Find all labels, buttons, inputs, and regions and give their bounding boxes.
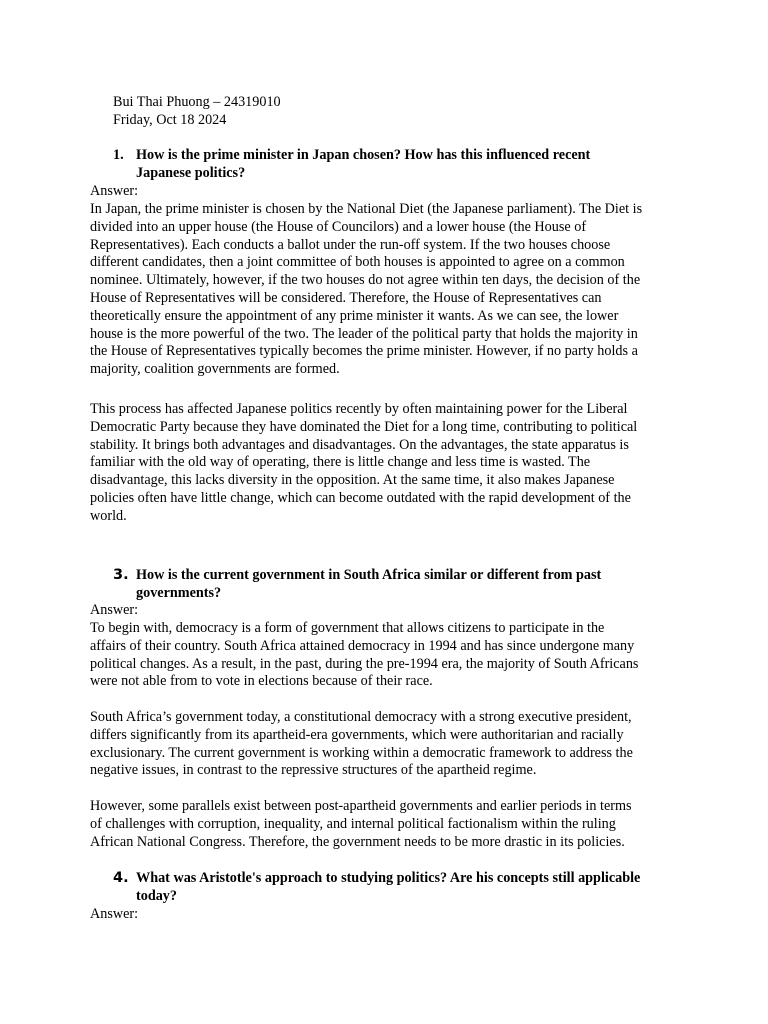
paragraph-line: South Africa’s government today, a constitutional democracy with a strong executive president,	[90, 709, 632, 725]
answer-label: Answer:	[90, 602, 139, 618]
question-text-line: today?	[136, 887, 177, 904]
question-text-line: How is the prime minister in Japan chosen? How has this influenced recent	[136, 147, 591, 163]
paragraph-line: world.	[90, 507, 127, 524]
paragraph-line: divided into an upper house (the House of Councilors) and a lower house (the House of	[90, 218, 587, 235]
paragraph-line: majority, coalition governments are formed.	[90, 361, 340, 378]
question-text-line: governments?	[136, 584, 222, 601]
answer-paragraph	[90, 798, 680, 851]
paragraph-line: Representatives). Each conducts a ballot under the run-off system. If the two houses choose	[90, 236, 611, 253]
answer-paragraph	[90, 620, 680, 691]
question-text-line: How is the current government in South Africa similar or different from past	[136, 567, 602, 583]
paragraph-line: the House of Representatives typically becomes the prime minister. However, if no party holds a	[90, 343, 638, 360]
paragraph-line: disadvantage, this lacks diversity in the opposition. At the same time, it also makes Japanese	[90, 472, 615, 489]
paragraph-line: In Japan, the prime minister is chosen by the National Diet (the Japanese parliament). The Diet is	[90, 201, 643, 217]
paragraph-line: were not able from to vote in elections because of their race.	[90, 673, 433, 690]
answer-label: Answer:	[90, 906, 139, 922]
answer-label: Answer:	[90, 183, 139, 199]
paragraph-line: This process has affected Japanese politics recently by often maintaining power for the Liberal	[90, 401, 628, 417]
paragraph-line: To begin with, democracy is a form of government that allows citizens to participate in the	[90, 620, 605, 636]
paragraph-line: African National Congress. Therefore, the government needs to be more drastic in its policies.	[90, 833, 625, 850]
date-line: Friday, Oct 18 2024	[113, 111, 227, 128]
paragraph-line: policies often have little change, which can become outdated with the rapid development of the	[90, 489, 631, 506]
paragraph-line: However, some parallels exist between post-apartheid governments and earlier periods in terms	[90, 798, 632, 814]
answer-paragraph	[90, 201, 680, 379]
paragraph-line: affairs of their country. South Africa attained democracy in 1994 and has since undergone many	[90, 637, 635, 654]
question-1	[113, 147, 673, 183]
document-header	[113, 94, 281, 130]
paragraph-line: house is the more powerful of the two. The leader of the political party that holds the majority in	[90, 325, 638, 342]
paragraph-line: familiar with the old way of operating, there is little change and less time is wasted. The	[90, 454, 591, 471]
answer-paragraph	[90, 709, 680, 780]
question-4	[113, 870, 673, 906]
paragraph-line: stability. It brings both advantages and disadvantages. On the advantages, the state apparatus is	[90, 436, 629, 453]
question-number: 4.	[113, 870, 129, 886]
question-text-line: What was Aristotle's approach to studying politics? Are his concepts still applicable	[136, 870, 641, 886]
paragraph-line: theoretically ensure the appointment of any prime minister it wants. As we can see, the lower	[90, 307, 619, 324]
paragraph-line: differs significantly from its apartheid-era governments, which were authoritarian and racially	[90, 726, 624, 743]
paragraph-line: nominee. Ultimately, however, if the two houses do not agree within ten days, the decision of the	[90, 272, 641, 289]
paragraph-line: exclusionary. The current government is working within a democratic framework to address the	[90, 744, 633, 761]
paragraph-line: of challenges with corruption, inequality, and internal political factionalism within the ruling	[90, 815, 616, 832]
paragraph-line: House of Representatives will be considered. Therefore, the House of Representatives can	[90, 289, 602, 306]
question-number: 3.	[113, 567, 129, 583]
question-number: 1.	[113, 147, 124, 163]
question-3	[113, 567, 673, 603]
paragraph-line: different candidates, then a joint committee of both houses is appointed to agree on a common	[90, 254, 625, 271]
paragraph-line: negative issues, in contrast to the repressive structures of the apartheid regime.	[90, 762, 537, 779]
question-text-line: Japanese politics?	[136, 164, 246, 181]
paragraph-line: political changes. As a result, in the past, during the pre-1994 era, the majority of South Africans	[90, 655, 639, 672]
paragraph-line: Democratic Party because they have dominated the Diet for a long time, contributing to political	[90, 418, 638, 435]
author-line: Bui Thai Phuong – 24319010	[113, 94, 281, 110]
answer-paragraph	[90, 401, 680, 526]
